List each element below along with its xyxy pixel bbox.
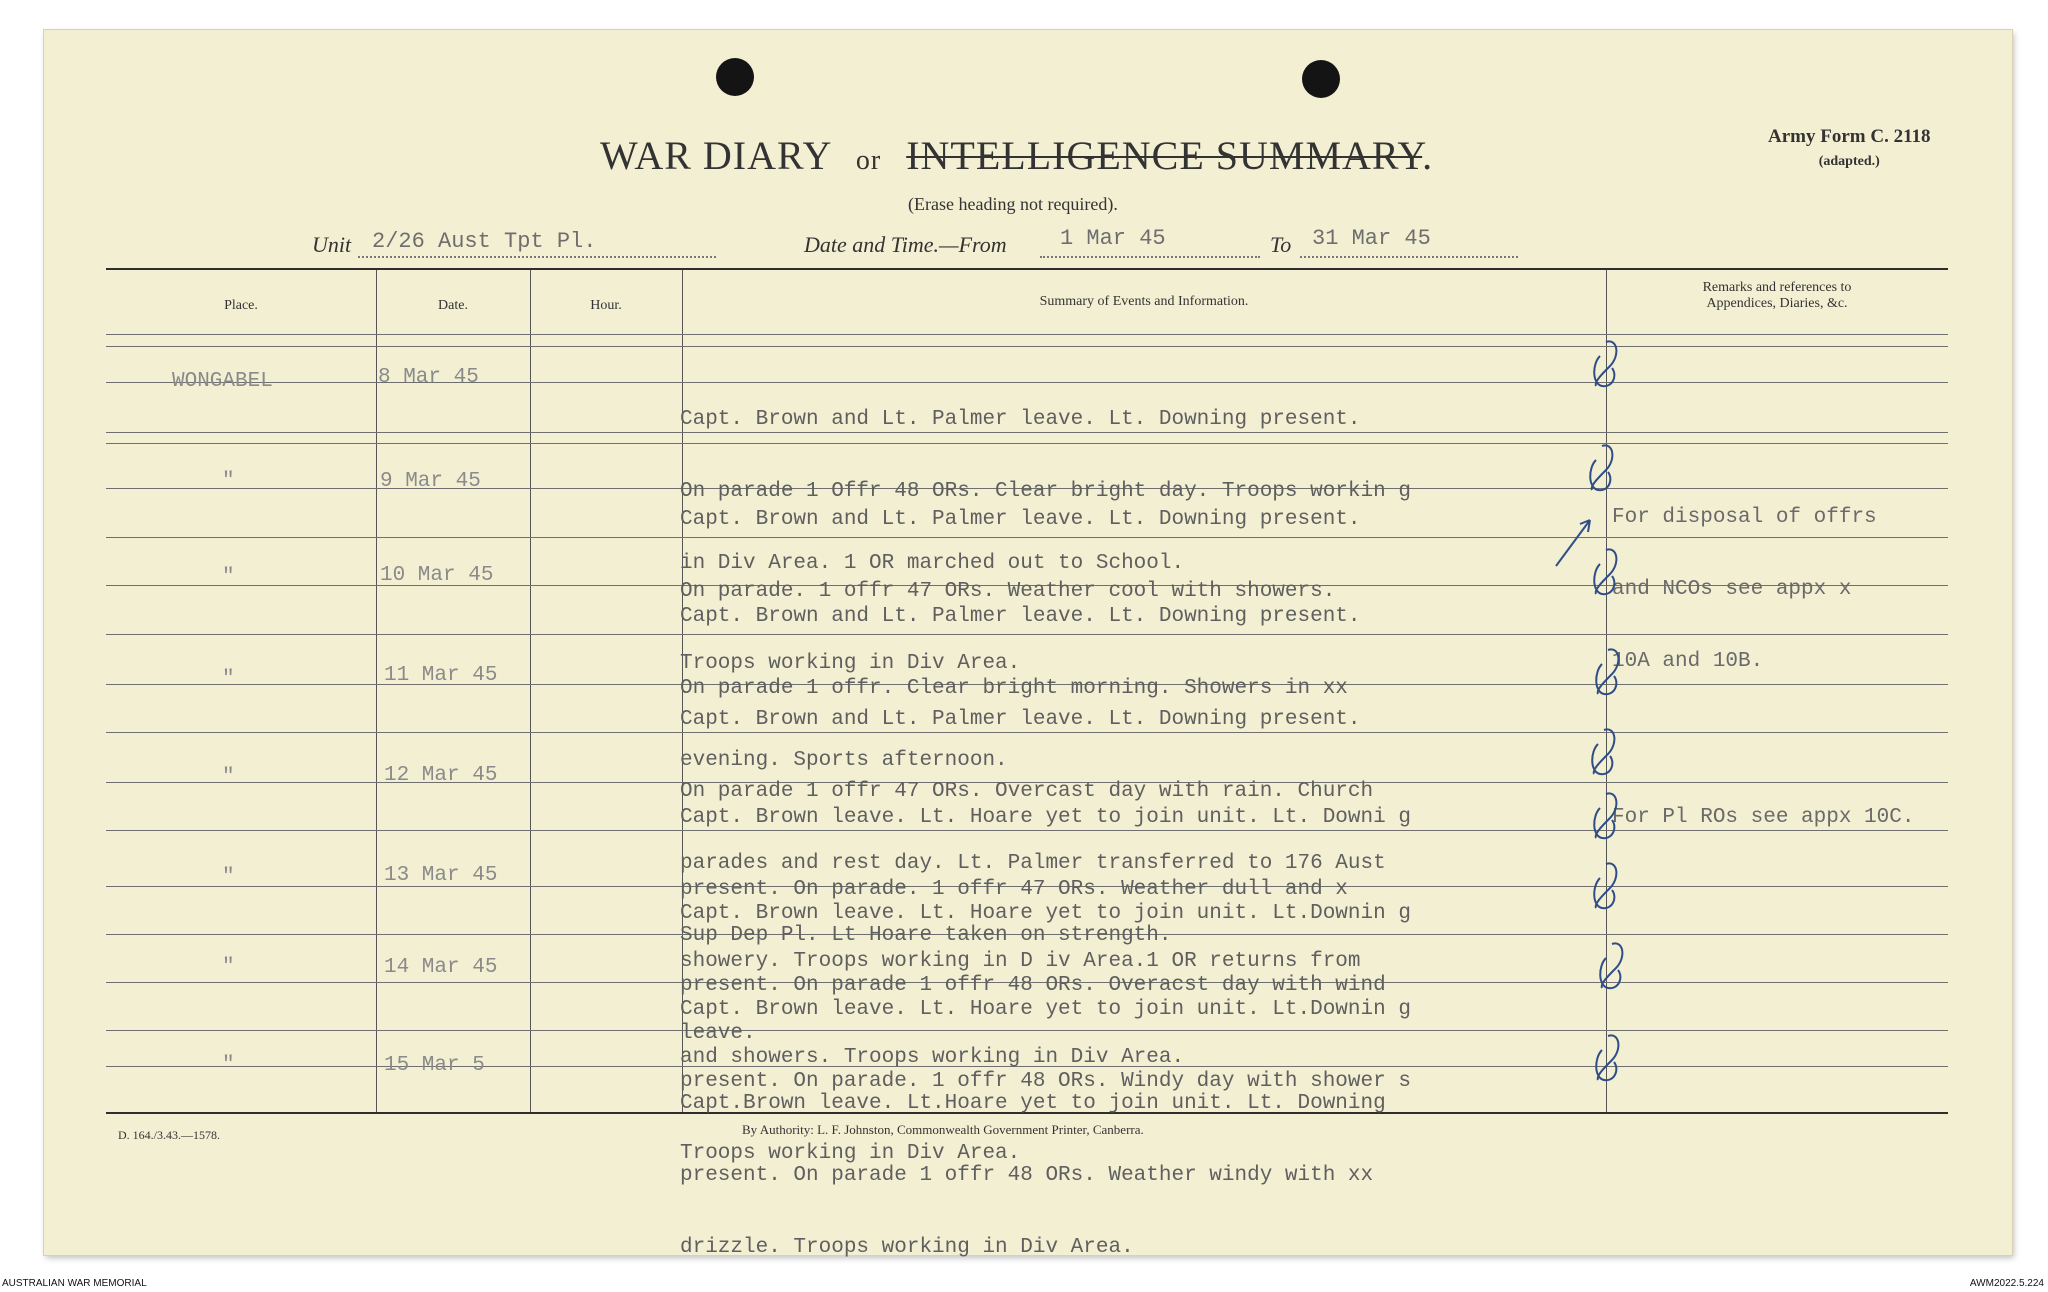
erase-note: (Erase heading not required). [908,194,1118,214]
header-hour: Hour. [590,298,622,313]
heading-war-diary: WAR DIARY [600,133,831,178]
unit-dotted-line [358,256,716,258]
column-divider [376,270,377,1112]
entry-date: 12 Mar 45 [384,764,498,787]
remark-line: For disposal of offrs [1612,506,1877,529]
to-label: To [1270,232,1292,257]
handwritten-initial-icon [1584,440,1620,494]
header-remarks-line: Remarks and references to [1702,280,1852,295]
summary-line: present. On parade. 1 offr 48 ORs. Windy day with shower s [680,1070,1411,1093]
entry-date: 10 Mar 45 [380,564,494,587]
remark-line: and NCOs see appx x [1612,578,1852,601]
summary-line: Capt. Brown and Lt. Palmer leave. Lt. Downing present. [680,605,1361,628]
summary-line: in Div Area. 1 OR marched out to School. [680,552,1185,575]
unit-value: 2/26 Aust Tpt Pl. [372,229,597,254]
summary-line: showery. Troops working in D iv Area.1 OR returns from [680,950,1361,973]
entry-date: 11 Mar 45 [384,664,498,687]
summary-line: On parade 1 offr 47 ORs. Overcast day with rain. Church [680,780,1374,803]
entry-place: " [222,956,235,979]
punch-hole [1302,60,1340,98]
summary-line: Capt. Brown leave. Lt. Hoare yet to join unit. Lt.Downin g [680,998,1411,1021]
entry-date: 14 Mar 45 [384,956,498,979]
handwritten-initial-icon [1590,1030,1626,1084]
handwritten-initial-icon [1588,788,1624,842]
summary-line: parades and rest day. Lt. Palmer transferred to 176 Aust [680,852,1386,875]
printer-authority: By Authority: L. F. Johnston, Commonwealth Government Printer, Canberra. [742,1122,1144,1137]
from-date-value: 1 Mar 45 [1060,226,1166,251]
summary-line: Sup Dep Pl. Lt Hoare taken on strength. [680,924,1172,947]
summary-line: Capt. Brown leave. Lt. Hoare yet to join unit. Lt.Downin g [680,902,1411,925]
remark-appendix-10a-10b [1612,458,1877,698]
summary-line: and showers. Troops working in Div Area. [680,1046,1185,1069]
remark-line: For Pl ROs see appx 10C. [1612,806,1915,829]
diary-heading [600,132,1600,179]
remark-appendix-10c [1612,758,1914,854]
entry-place: " [222,766,235,789]
army-form-number [1768,126,1931,170]
to-date-value: 31 Mar 45 [1312,226,1431,251]
summary-line: Troops working in Div Area. [680,652,1021,675]
handwritten-initial-icon [1588,858,1624,912]
entry-date: 8 Mar 45 [378,366,479,389]
unit-label: Unit [312,232,352,257]
header-summary: Summary of Events and Information. [1039,294,1249,309]
ruled-line [106,346,1948,347]
to-dotted-line [1300,256,1518,258]
header-remarks-line: Appendices, Diaries, &c. [1706,296,1848,311]
summary-line: Capt. Brown and Lt. Palmer leave. Lt. Downing present. [680,708,1361,731]
summary-line: Capt. Brown and Lt. Palmer leave. Lt. Downing present. [680,508,1361,531]
summary-line: present. On parade. 1 offr 47 ORs. Weather dull and x [680,878,1348,901]
summary-line: Capt.Brown leave. Lt.Hoare yet to join unit. Lt. Downing [680,1092,1386,1115]
summary-line: drizzle. Troops working in Div Area. [680,1236,1134,1259]
entry-place: " [222,566,235,589]
summary-line: On parade 1 Offr 48 ORs. Clear bright day. Troops workin g [680,480,1411,503]
date-time-label: Date and Time.—From [804,232,1007,257]
heading-intelligence-summary: INTELLIGENCE SUMMARY [906,133,1423,178]
summary-line: Capt. Brown and Lt. Palmer leave. Lt. Downing present. [680,408,1361,431]
caption-institution: AUSTRALIAN WAR MEMORIAL [2,1278,147,1289]
summary-line: present. On parade 1 offr 48 ORs. Overacst day with wind [680,974,1386,997]
entry-place: " [222,668,235,691]
summary-line: evening. Sports afternoon. [680,749,1008,772]
pen-arrow-icon [1550,510,1600,572]
handwritten-initial-icon [1586,724,1622,778]
heading-period: . [1422,133,1434,178]
handwritten-initial-icon [1594,938,1630,992]
entry-date: 13 Mar 45 [384,864,498,887]
caption-accession-number: AWM2022.5.224 [1969,1278,2044,1289]
summary-line: On parade 1 offr. Clear bright morning. Showers in xx [680,677,1348,700]
entry-date: 15 Mar 5 [384,1054,485,1077]
summary-line: leave. [680,1022,756,1045]
summary-line: Capt. Brown leave. Lt. Hoare yet to join unit. Lt. Downi g [680,806,1411,829]
summary-line: On parade. 1 offr 47 ORs. Weather cool with showers. [680,580,1336,603]
header-remarks [1606,280,1948,312]
entry-place: " [222,1054,235,1077]
form-adapted-text: (adapted.) [1818,154,1880,169]
punch-hole [716,58,754,96]
entry-place: " [222,866,235,889]
form-number-text: Army Form C. 2118 [1768,126,1931,147]
ruled-line [106,334,1948,335]
remark-line: 10A and 10B. [1612,650,1764,673]
entry-date: 9 Mar 45 [380,470,481,493]
handwritten-initial-icon [1588,336,1624,390]
entry-place: " [222,470,235,493]
print-code: D. 164./3.43.—1578. [118,1128,220,1142]
column-divider [530,270,531,1112]
header-place: Place. [224,298,258,313]
heading-or: or [855,145,882,176]
entry-summary [680,1044,1386,1284]
table-top-border [106,268,1948,270]
handwritten-initial-icon [1590,644,1626,698]
header-date: Date. [438,298,468,313]
from-dotted-line [1040,256,1260,258]
summary-line: Troops working in Div Area. [680,1142,1021,1165]
entry-place: WONGABEL [172,370,273,393]
summary-line: present. On parade 1 offr 48 ORs. Weather windy with xx [680,1164,1374,1187]
